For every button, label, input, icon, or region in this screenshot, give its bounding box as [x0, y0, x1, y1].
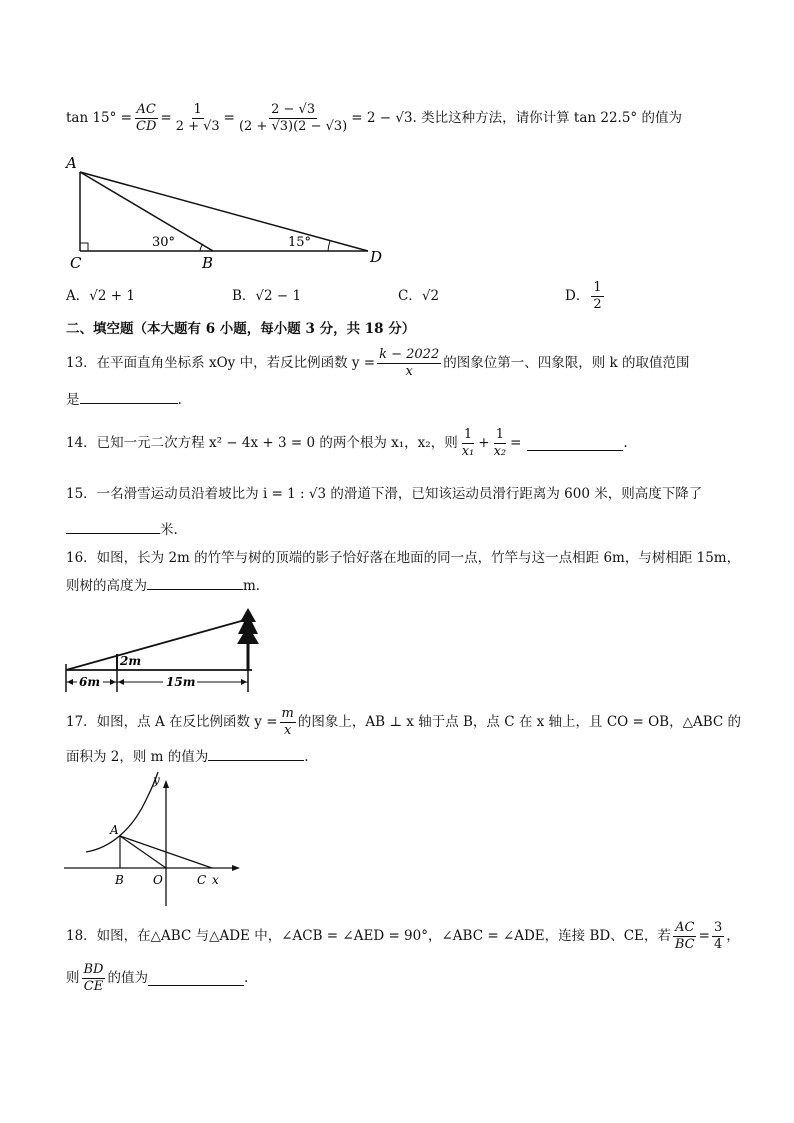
q14-frac2: $\frac{1}{\text{x₂}}$ [493, 426, 507, 459]
arrow-right-icon [241, 679, 247, 685]
q12-label-angle30: 30° [152, 235, 176, 250]
arrow-left-icon [67, 679, 73, 685]
q17-label-a: A [110, 823, 119, 837]
q12-frac-cd: CD [136, 118, 157, 134]
q12-triangle-figure [60, 150, 400, 275]
q13-answer-blank[interactable] [80, 389, 178, 404]
q12-frac-den2: (2 + √3)(2 − √3) [238, 118, 348, 134]
q18-frac-3-4: $\frac{3}{4}$ [713, 919, 723, 952]
q17-line-ao [120, 836, 166, 868]
section2-title: 二、填空题（本大题有 6 小题，每小题 3 分，共 18 分） [66, 321, 416, 337]
q12-eq1: = [160, 110, 172, 126]
q18-answer-blank[interactable] [148, 971, 244, 986]
q12-option-c-value: √2 [421, 288, 440, 304]
arrow-left-icon [118, 679, 124, 685]
q15-line2: 米. [66, 519, 178, 540]
q12-option-b: B．√2 − 1 [232, 288, 302, 304]
q18-line2: 则 $\frac{BD}{CE}$ 的值为 . [66, 961, 249, 994]
q16-line2: 则树的高度为 m. [66, 575, 260, 596]
q12-frac-1 [174, 102, 222, 135]
q12-frac-num2: 2 − √3 [271, 101, 316, 117]
q12-line-ad [80, 172, 368, 251]
q12-line-ab [80, 172, 213, 251]
q17-line1 [66, 704, 741, 740]
q12-right-angle-mark [80, 243, 88, 251]
q17-coordinate-figure [60, 770, 250, 910]
q17-label-x: x [212, 873, 219, 887]
x-axis-arrow-icon [232, 865, 240, 871]
q12-eq2: = [223, 110, 235, 126]
q12-option-b-value: √2 − 1 [255, 288, 302, 304]
q16-label-pole: 2m [120, 654, 142, 668]
q12-option-d-frac: $\frac{1}{2}$ [593, 279, 602, 312]
q18-frac-bd-ce: $\frac{BD}{CE}$ [83, 961, 104, 994]
q17-pre: 17．如图，点 A 在反比例函数 y = [66, 714, 278, 730]
q17-post: 的图象上，AB ⊥ x 轴于点 B，点 C 在 x 轴上，且 CO = OB，△ABC 的 [297, 714, 742, 730]
q12-label-a: A [66, 154, 77, 172]
q12-angle30-arc [200, 244, 203, 251]
q16-answer-blank[interactable] [147, 575, 243, 590]
tree-icon [237, 608, 259, 644]
q15-line1: 15．一名滑雪运动员沿着坡比为 i = 1 : √3 的滑道下滑，已知该运动员滑行距离为 600 米，则高度下降了 [66, 486, 703, 502]
y-axis-arrow-icon [163, 780, 169, 788]
q12-frac-ac-cd [134, 102, 158, 135]
q12-frac-one: 1 [193, 101, 202, 117]
q12-label-b: B [202, 254, 214, 272]
q17-frac: $\frac{m}{x}$ [281, 705, 294, 738]
q13-frac: $\frac{k - 2022}{x}$ [379, 346, 440, 379]
q17-label-o: O [153, 873, 163, 887]
q18-pre: 18．如图，在△ABC 与△ADE 中，∠ACB = ∠AED = 90°，∠ABC = ∠ADE，连接 BD、CE，若 [66, 928, 671, 944]
q12-tan15-lhs: tan 15° = [66, 110, 132, 126]
q12-result: = 2 − √3 [351, 110, 413, 126]
q15-answer-blank[interactable] [66, 519, 160, 534]
q13-line2: 是 . [66, 389, 182, 410]
q17-label-b: B [115, 873, 124, 887]
q17-answer-blank[interactable] [208, 746, 304, 761]
q12-tail: . 类比这种方法，请你计算 tan 22.5° 的值为 [412, 110, 682, 126]
q12-angle15-arc [328, 241, 330, 251]
q12-option-d: D． $\frac{1}{2}$ [565, 279, 602, 312]
q17-label-y: y [153, 773, 160, 787]
q16-line1: 16．如图，长为 2m 的竹竿与树的顶端的影子恰好落在地面的同一点，竹竿与这一点相距 6m，与树相距 15m， [66, 550, 741, 566]
q14-frac1: $\frac{1}{\text{x₁}}$ [461, 426, 475, 459]
q12-label-d: D [370, 248, 383, 266]
q12-label-c: C [70, 254, 82, 272]
q16-sun-ray [66, 618, 252, 670]
q13-post: 的图象位第一、四象限，则 k 的取值范围 [443, 355, 690, 371]
q12-frac-den1: 2 + √3 [175, 118, 220, 134]
q12-option-c: C．√2 [398, 288, 440, 304]
q12-frac-2 [237, 102, 349, 135]
q13-line1 [66, 345, 689, 381]
q12-formula-line [66, 100, 682, 136]
q12-option-a: A．√2 + 1 [66, 288, 135, 304]
q12-label-angle15: 15° [288, 235, 312, 250]
q17-label-c: C [197, 873, 207, 887]
q16-label-15m: 15m [166, 675, 196, 689]
q17-hyperbola-curve [86, 772, 158, 852]
q12-option-a-value: √2 + 1 [89, 288, 135, 304]
q14-pre: 14．已知一元二次方程 x² − 4x + 3 = 0 的两个根为 x₁，x₂，则 [66, 435, 458, 451]
q18-line1: 18．如图，在△ABC 与△ADE 中，∠ACB = ∠AED = 90°，∠ABC = ∠ADE，连接 BD、CE，若 $\frac{AC}{BC}$ = $\frac{3}{4}$ ， [66, 919, 740, 952]
q14-answer-blank[interactable] [527, 436, 623, 451]
q13-pre: 13．在平面直角坐标系 xOy 中，若反比例函数 y = [66, 355, 376, 371]
q16-shadow-figure [60, 600, 275, 695]
q16-label-6m: 6m [79, 675, 101, 689]
q17-line2: 面积为 2，则 m 的值为 . [66, 746, 309, 767]
q12-frac-ac: AC [136, 101, 156, 117]
arrow-right-icon [110, 679, 116, 685]
q14-line: 14．已知一元二次方程 x² − 4x + 3 = 0 的两个根为 x₁，x₂，则 $\frac{1}{\text{x₁}}$ + $\frac{1}{\text{x₂}}$ = . [66, 426, 628, 459]
q18-frac-ac-bc: $\frac{AC}{BC}$ [674, 919, 695, 952]
